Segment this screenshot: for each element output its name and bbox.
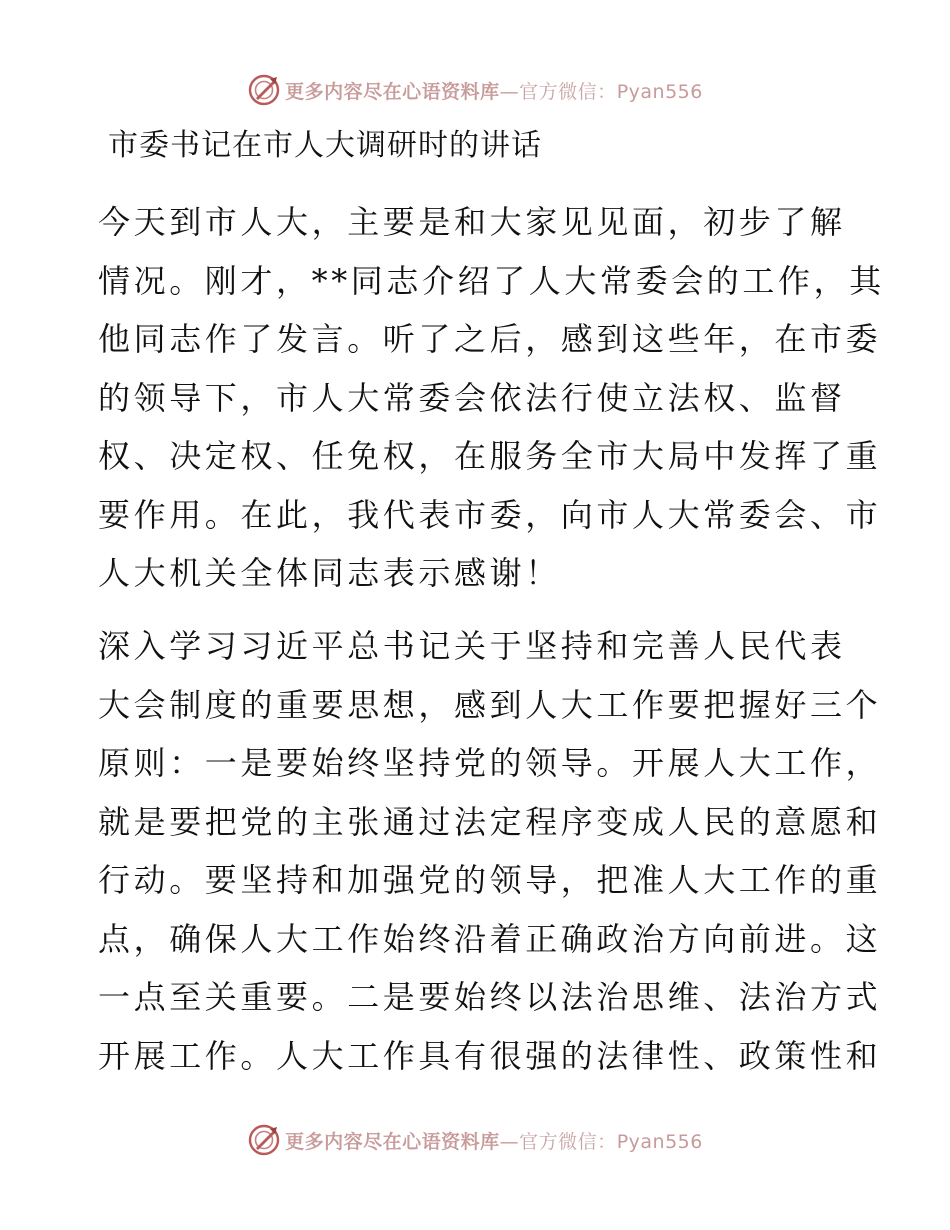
brand-logo-icon [247,73,281,107]
paragraph-line: 今天到市人大，主要是和大家见见面，初步了解 [98,203,846,241]
wechat-id: Pyan556 [616,1130,703,1153]
header-banner-text [285,77,703,104]
wechat-label: 官方微信： [519,80,617,103]
document-title: 市委书记在市人大调研时的讲话 [108,128,542,163]
brand-text: 更多内容尽在心语资料库 [285,80,500,103]
paragraph-line: 要作用。在此，我代表市委，向市人大常委会、市 [98,495,882,534]
wechat-label: 官方微信： [519,1130,617,1153]
paragraph-2 [98,617,882,1085]
paragraph-line: 深入学习习近平总书记关于坚持和完善人民代表 [98,627,846,665]
paragraph-line: 权、决定权、任免权，在服务全市大局中发挥了重 [98,437,882,475]
paragraph-line: 点，确保人大工作始终沿着正确政治方向前进。这 [98,919,882,958]
paragraph-line: 原则：一是要始终坚持党的领导。开展人大工作， [98,744,882,782]
banner-separator: — [499,1130,520,1153]
paragraph-1 [98,193,885,603]
paragraph-line: 开展工作。人大工作具有很强的法律性、政策性和 [98,1036,882,1075]
header-banner [0,70,950,110]
paragraph-line: 就是要把党的主张通过法定程序变成人民的意愿和 [98,802,882,841]
paragraph-line: 一点至关重要。二是要始终以法治思维、法治方式 [98,978,882,1016]
brand-text: 更多内容尽在心语资料库 [285,1130,500,1153]
footer-banner-text [285,1127,703,1154]
paragraph-line: 大会制度的重要思想，感到人大工作要把握好三个 [98,685,882,724]
footer-banner [0,1120,950,1160]
paragraph-line: 人大机关全体同志表示感谢！ [98,554,561,592]
wechat-id: Pyan556 [616,80,703,103]
paragraph-line: 行动。要坚持和加强党的领导，把准人大工作的重 [98,861,882,899]
paragraph-line: 的领导下，市人大常委会依法行使立法权、监督 [98,378,846,417]
banner-separator: — [499,80,520,103]
brand-logo-icon [247,1123,281,1157]
paragraph-line: 他同志作了发言。听了之后，感到这些年，在市委 [98,320,882,358]
paragraph-line: 情况。刚才，**同志介绍了人大常委会的工作，其 [98,261,885,300]
